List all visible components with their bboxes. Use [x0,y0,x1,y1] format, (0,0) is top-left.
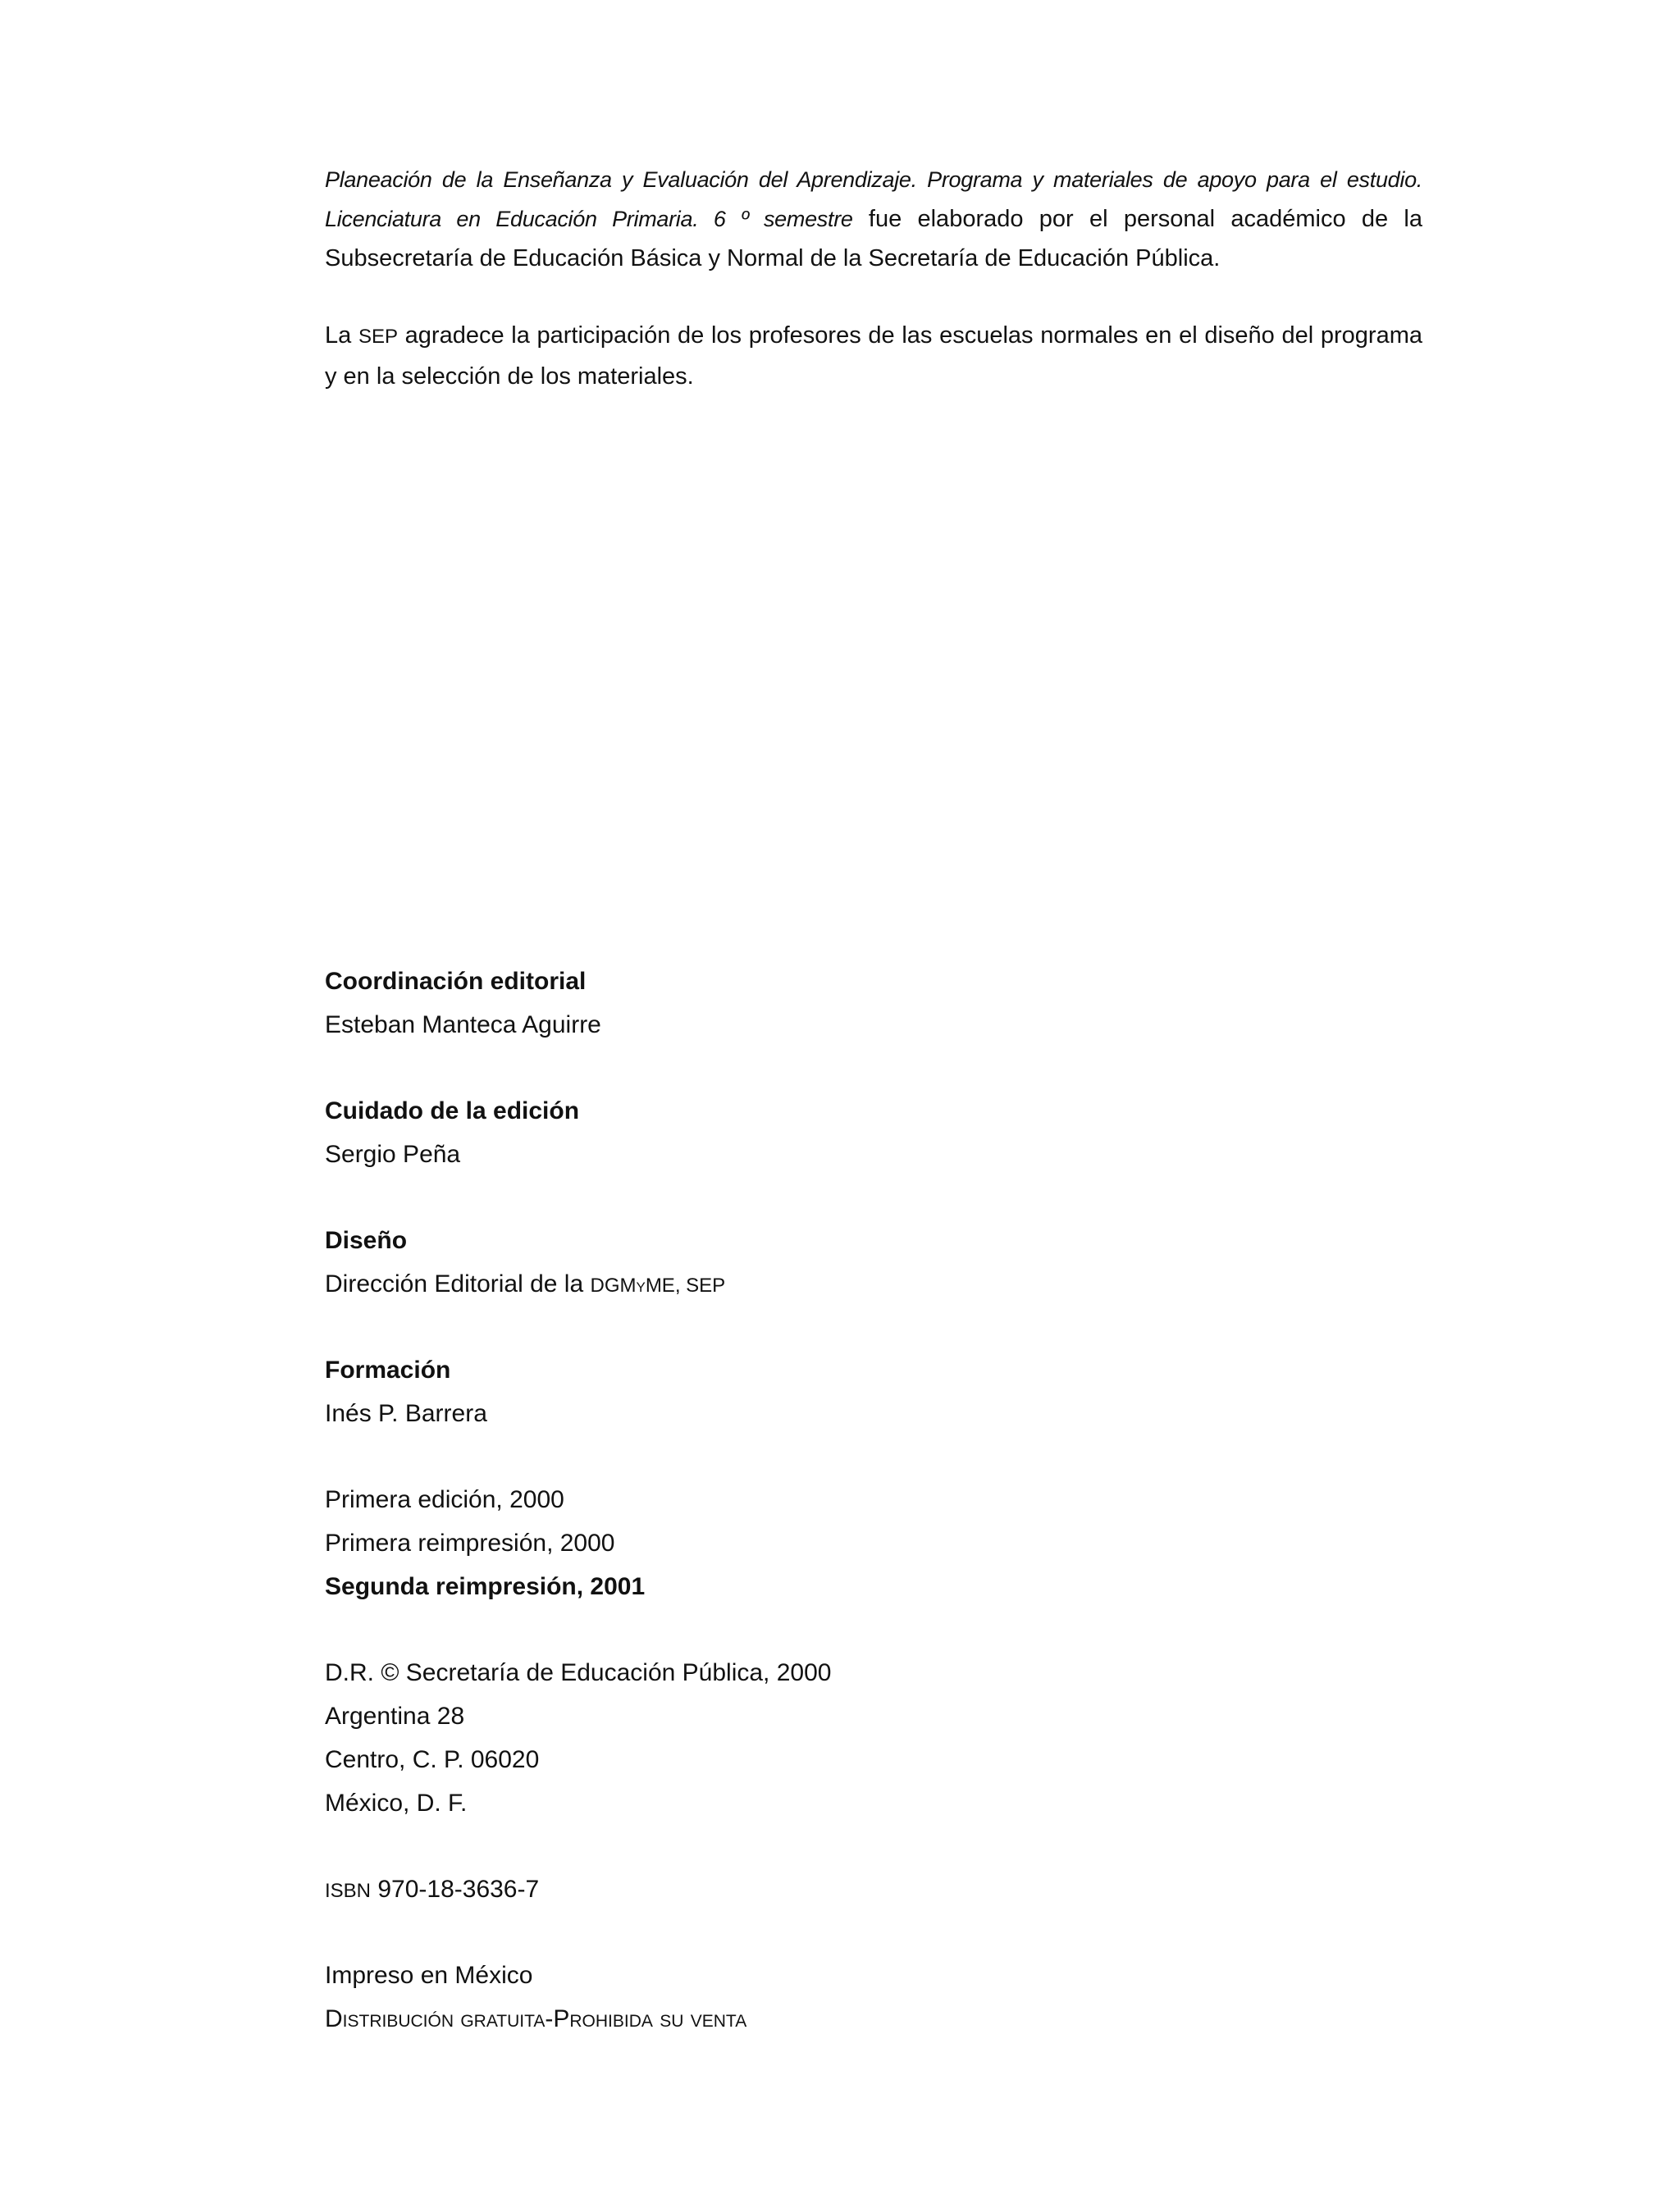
formation-name: Inés P. Barrera [325,1400,487,1427]
design-org: DGMyME, SEP [590,1275,726,1297]
isbn-number: 970-18-3636-7 [371,1876,540,1903]
authorship-text: fue elaborado por el personal académico de la Subsecretaría de Educación Básica y Normal de la Secretaría de Educación Pública. [325,206,1422,271]
editing-heading: Cuidado de la edición [325,1097,580,1124]
acknowledgement-paragraph [325,316,1422,396]
address-street: Argentina 28 [325,1703,465,1730]
second-reprint: Segunda reimpresión, 2001 [325,1573,646,1600]
first-reprint: Primera reimpresión, 2000 [325,1530,615,1557]
copyright-line: D.R. © Secretaría de Educación Pública, 2000 [325,1659,832,1686]
distribution-notice: Distribución gratuita-Prohibida su venta [325,2005,747,2032]
isbn-line [325,1868,1145,1911]
formation-heading: Formación [325,1357,451,1384]
address-postal: Centro, C. P. 06020 [325,1746,540,1773]
acknowledgement-text: agradece la participación de los profesores de las escuelas normales en el diseño del programa y en la selección de los materiales. [325,322,1422,390]
design-heading: Diseño [325,1227,408,1254]
authorship-paragraph [325,160,1422,278]
first-edition: Primera edición, 2000 [325,1486,564,1513]
editing-name: Sergio Peña [325,1141,461,1168]
sep-abbreviation: SEP [358,326,398,348]
address-city: México, D. F. [325,1790,468,1817]
intro-section [325,160,1422,396]
credits-section [325,960,1145,2041]
design-prefix: Dirección Editorial de la [325,1270,591,1298]
coordination-heading: Coordinación editorial [325,968,587,995]
coordination-name: Esteban Manteca Aguirre [325,1011,601,1038]
design-credit [325,1262,1145,1306]
acknowledgement-prefix: La [325,322,358,349]
publication-title: Planeación de la Enseñanza y Evaluación del Aprendizaje. Programa y materiales de apoyo para el estudio. Licenciatura en Educación Primaria. 6 º semestre [325,167,1422,231]
isbn-label: ISBN [325,1880,372,1902]
printed-in: Impreso en México [325,1962,533,1989]
